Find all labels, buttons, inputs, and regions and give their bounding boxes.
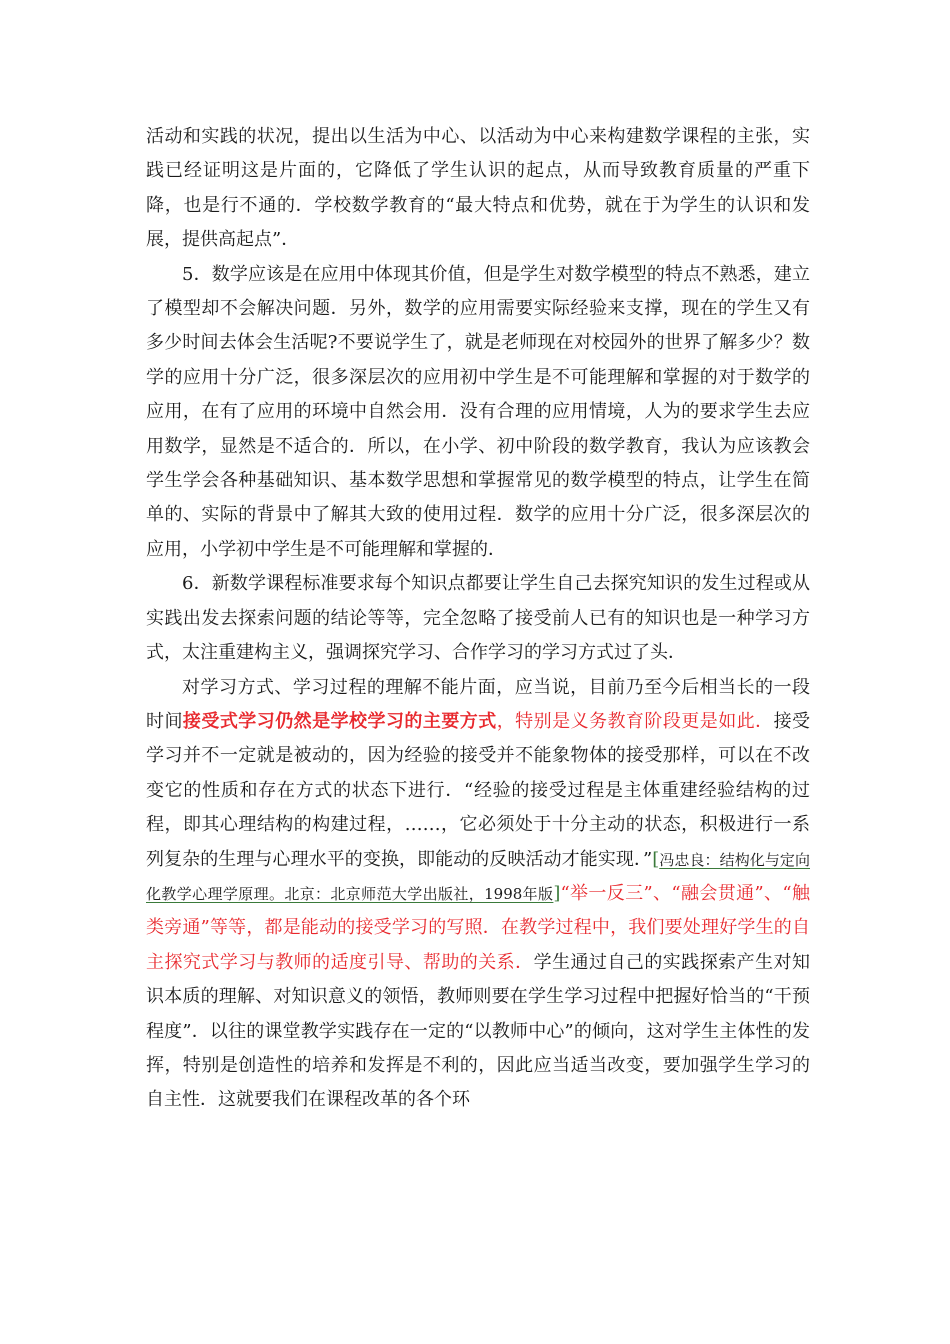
paragraph-item-6 [146,567,810,670]
paragraph-text: 6．新数学课程标准要求每个知识点都要让学生自己去探究知识的发生过程或从实践出发去探索问题的结论等等，完全忽略了接受前人已有的知识也是一种学习方式，太注重建构主义，强调探究学习、合作学习的学习方式过了头． [146,573,810,664]
paragraph-learning-approach [146,671,810,1118]
citation-reference[interactable]: 冯忠良：结构化与定向化教学心理学原理。北京：北京师范大学出版社，1998年版 [146,850,810,903]
citation-bracket-close: ] [553,882,561,904]
paragraph-item-5 [146,258,810,568]
highlight-bold-text: 接受式学习仍然是学校学习的主要方式 [182,710,497,732]
paragraph-text: 对学习方式、学习过程的理解不能片面，应当说，目前乃至今后相当长的一段时间 [146,676,810,732]
highlight-text: “举一反三”、“融会贯通”、“触类旁通”等等，都是能动的接受学习的写照．在教学过程中，我们要处理好学生的自主探究式学习与教师的适度引导、帮助的关系． [146,882,810,973]
paragraph-text: 接受学习并不一定就是被动的，因为经验的接受并不能象物体的接受那样，可以在不改变它的性质和存在方式的状态下进行．“经验的接受过程是主体重建经验结构的过程，即其心理结构的构建过程，……，它必须处于十分主动的状态，积极进行一系列复杂的生理与心理水平的变换，即能动的反映活动才能实现．” [146,710,811,870]
highlight-text: ，特别是义务教育阶段更是如此． [496,710,774,732]
paragraph-text: 学生通过自己的实践探索产生对知识本质的理解、对知识意义的领悟，教师则要在学生学习过程中把握好恰当的“干预程度”．以往的课堂教学实践存在一定的“以教师中心”的倾向，这对学生主体性的发挥，特别是创造性的培养和发挥是不利的，因此应当适当改变，要加强学生学习的自主性．这就要我们在课程改革的各个环 [146,951,811,1111]
paragraph-continuation [146,120,810,258]
document-body [146,120,810,1118]
paragraph-text: 活动和实践的状况，提出以生活为中心、以活动为中心来构建数学课程的主张，实践已经证明这是片面的，它降低了学生认识的起点，从而导致教育质量的严重下降，也是行不通的．学校数学教育的“最大特点和优势，就在于为学生的认识和发展，提供高起点”． [146,126,810,251]
citation-bracket-open: [ [652,848,660,870]
paragraph-text: 5．数学应该是在应用中体现其价值，但是学生对数学模型的特点不熟悉，建立了模型却不会解决问题．另外，数学的应用需要实际经验来支撑，现在的学生又有多少时间去体会生活呢?不要说学生了，就是老师现在对校园外的世界了解多少？数学的应用十分广泛，很多深层次的应用初中学生是不可能理解和掌握的对于数学的应用，在有了应用的环境中自然会用．没有合理的应用情境，人为的要求学生去应用数学，显然是不适合的．所以，在小学、初中阶段的数学教育，我认为应该教会学生学会各种基础知识、基本数学思想和掌握常见的数学模型的特点，让学生在简单的、实际的背景中了解其大致的使用过程．数学的应用十分广泛，很多深层次的应用，小学初中学生是不可能理解和掌握的． [146,263,810,560]
